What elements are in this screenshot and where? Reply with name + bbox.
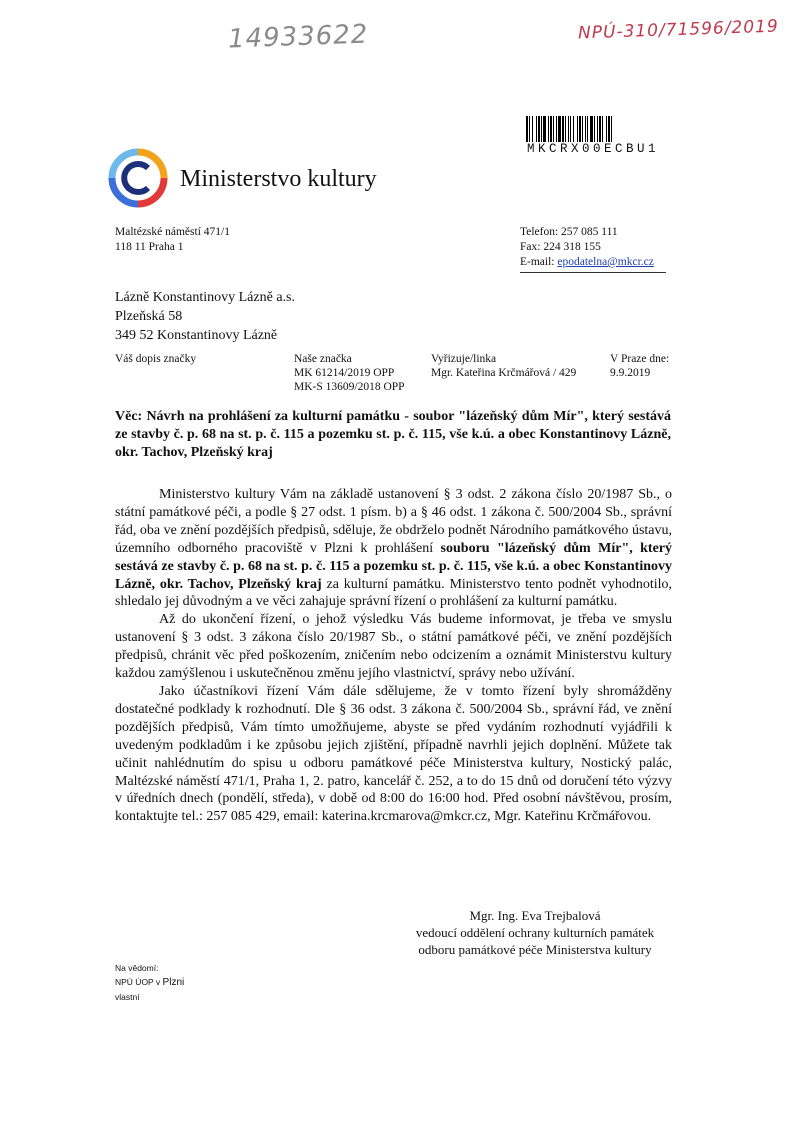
- cc-block: [115, 961, 184, 1004]
- email-link[interactable]: epodatelna@mkcr.cz: [557, 256, 654, 268]
- our-ref-value-1: MK 61214/2019 OPP: [294, 367, 395, 379]
- recipient-name: Lázně Konstantinovy Lázně a.s.: [115, 290, 295, 305]
- letter-body: [115, 486, 672, 826]
- barcode-image: [526, 116, 682, 142]
- ministry-logo-icon: [108, 148, 168, 208]
- signature-block: [400, 907, 670, 958]
- handler-ref: [431, 352, 576, 380]
- handler-value: Mgr. Kateřina Krčmářová / 429: [431, 367, 577, 379]
- recipient-city: 349 52 Konstantinovy Lázně: [115, 328, 278, 343]
- header-divider: [520, 272, 666, 273]
- cc-line-1-city: Plzni: [162, 977, 185, 988]
- sender-fax: Fax: 224 318 155: [520, 241, 601, 253]
- cc-label: Na vědomí:: [115, 963, 159, 973]
- paragraph-3: Jako účastníkovi řízení Vám dále sdělujeme, že v tomto řízení byly shromážděny dostatečné podklady k rozhodnutí. Dle § 36 odst. 3 zákona č. 500/2004 Sb., správní řád, ve znění pozdějších předpisů, Vám tímto umožňujeme, abyste se před vydáním rozhodnutí vyjádřili k uvedeným podkladům i ke způsobu jejich zjištění, případně navrhli jejich doplnění. Můžete tak učinit nahlédnutím do spisu u odboru památkové péče Ministerstva kultury, Nostický palác, Maltézské náměstí 471/1, Praha 1, 2. patro, kancelář č. 252, a to do 15 dnů od doručení této výzvy v úředních dnech (pondělí, středa), v době od 8:00 do 16:00 hod. Před osobní návštěvou, prosím, kontaktujte tel.: 257 085 429, email: katerina.krcmarova@mkcr.cz, Mgr. Kateřinu Krčmářovou.: [115, 683, 672, 825]
- signatory-name: Mgr. Ing. Eva Trejbalová: [469, 908, 601, 923]
- our-ref: [294, 352, 405, 394]
- sender-phone: Telefon: 257 085 111: [520, 226, 618, 238]
- handler-label: Vyřizuje/linka: [431, 353, 497, 365]
- paragraph-1: [115, 486, 672, 611]
- paragraph-1-bold: souboru "lázeňský dům Mír", který sestává ze stavby č. p. 68 na st. p. č. 115 a pozemku st. p. č. 115, vše k.ú. a obec Konstantinovy Lázně, okr. Tachov, Plzeňský kraj: [115, 540, 672, 592]
- date-label: V Praze dne:: [610, 353, 670, 365]
- sender-email-line: [520, 255, 654, 270]
- paragraph-1-end: za kulturní památku. Ministerstvo tento podnět vyhodnotilo, shledalo jej důvodným a ve věci zahajuje správní řízení o prohlášení za kulturní památku.: [115, 576, 672, 610]
- recipient-address: [115, 288, 295, 345]
- signatory-role-1: vedoucí oddělení ochrany kulturních památek: [415, 925, 655, 940]
- recipient-street: Plzeňská 58: [115, 309, 183, 324]
- signatory-role-2: odboru památkové péče Ministerstva kultury: [418, 942, 652, 957]
- paragraph-2: Až do ukončení řízení, o jehož výsledku Vás budeme informovat, je třeba ve smyslu ustanovení § 3 odst. 3 zákona číslo 20/1987 Sb., o státní památkové péči, ve znění pozdějších předpisů, chránit věc před poškozením, zničením nebo odcizením a oznámit Ministerstvu kultury každou zamýšlenou i uskutečněnou změnu jejího vlastnictví, správy nebo užívání.: [115, 612, 672, 682]
- sender-address: [115, 225, 230, 255]
- ministry-name: Ministerstvo kultury: [180, 166, 377, 192]
- handwritten-reference: NPÚ-310/71596/2019: [577, 16, 780, 44]
- cc-line-1: [115, 975, 184, 990]
- cc-line-1-prefix: NPÚ ÚOP v: [115, 977, 163, 987]
- our-ref-label: Naše značka: [294, 353, 352, 365]
- barcode-text: MKCRX00ECBU1: [527, 142, 660, 156]
- barcode-bar: [612, 116, 614, 142]
- our-ref-value-2: MK-S 13609/2018 OPP: [294, 381, 405, 393]
- sender-contacts: [520, 225, 654, 270]
- your-letter-label: Váš dopis značky: [115, 353, 197, 365]
- cc-line-2: vlastní: [115, 992, 140, 1002]
- email-label: E-mail:: [520, 256, 558, 268]
- letter-subject: Věc: Návrh na prohlášení za kulturní památku - soubor "lázeňský dům Mír", který sestává ze stavby č. p. 68 na st. p. č. 115 a pozemku st. p. č. 115, vše k.ú. a obec Konstantinovy Lázně, okr. Tachov, Plzeňský kraj: [115, 409, 671, 460]
- sender-street: Maltézské náměstí 471/1: [115, 226, 230, 238]
- date-ref: [610, 352, 669, 380]
- paragraph-1-start: Ministerstvo kultury Vám na základě ustanovení § 3 odst. 2 zákona číslo 20/1987 Sb., o státní památkové péči, a podle § 27 odst. 1 písm. b) a § 46 odst. 1 zákona č. 500/2004 Sb., správní řád, oba ve znění pozdějších předpisů, sděluje, že obdrželo podnět Národního památkového ústavu, územního odborného pracoviště v Plzni k prohlášení: [115, 487, 672, 556]
- date-value: 9.9.2019: [610, 367, 651, 379]
- handwritten-number: 14933622: [227, 19, 369, 55]
- your-letter-ref: [115, 352, 196, 366]
- sender-city: 118 11 Praha 1: [115, 241, 184, 253]
